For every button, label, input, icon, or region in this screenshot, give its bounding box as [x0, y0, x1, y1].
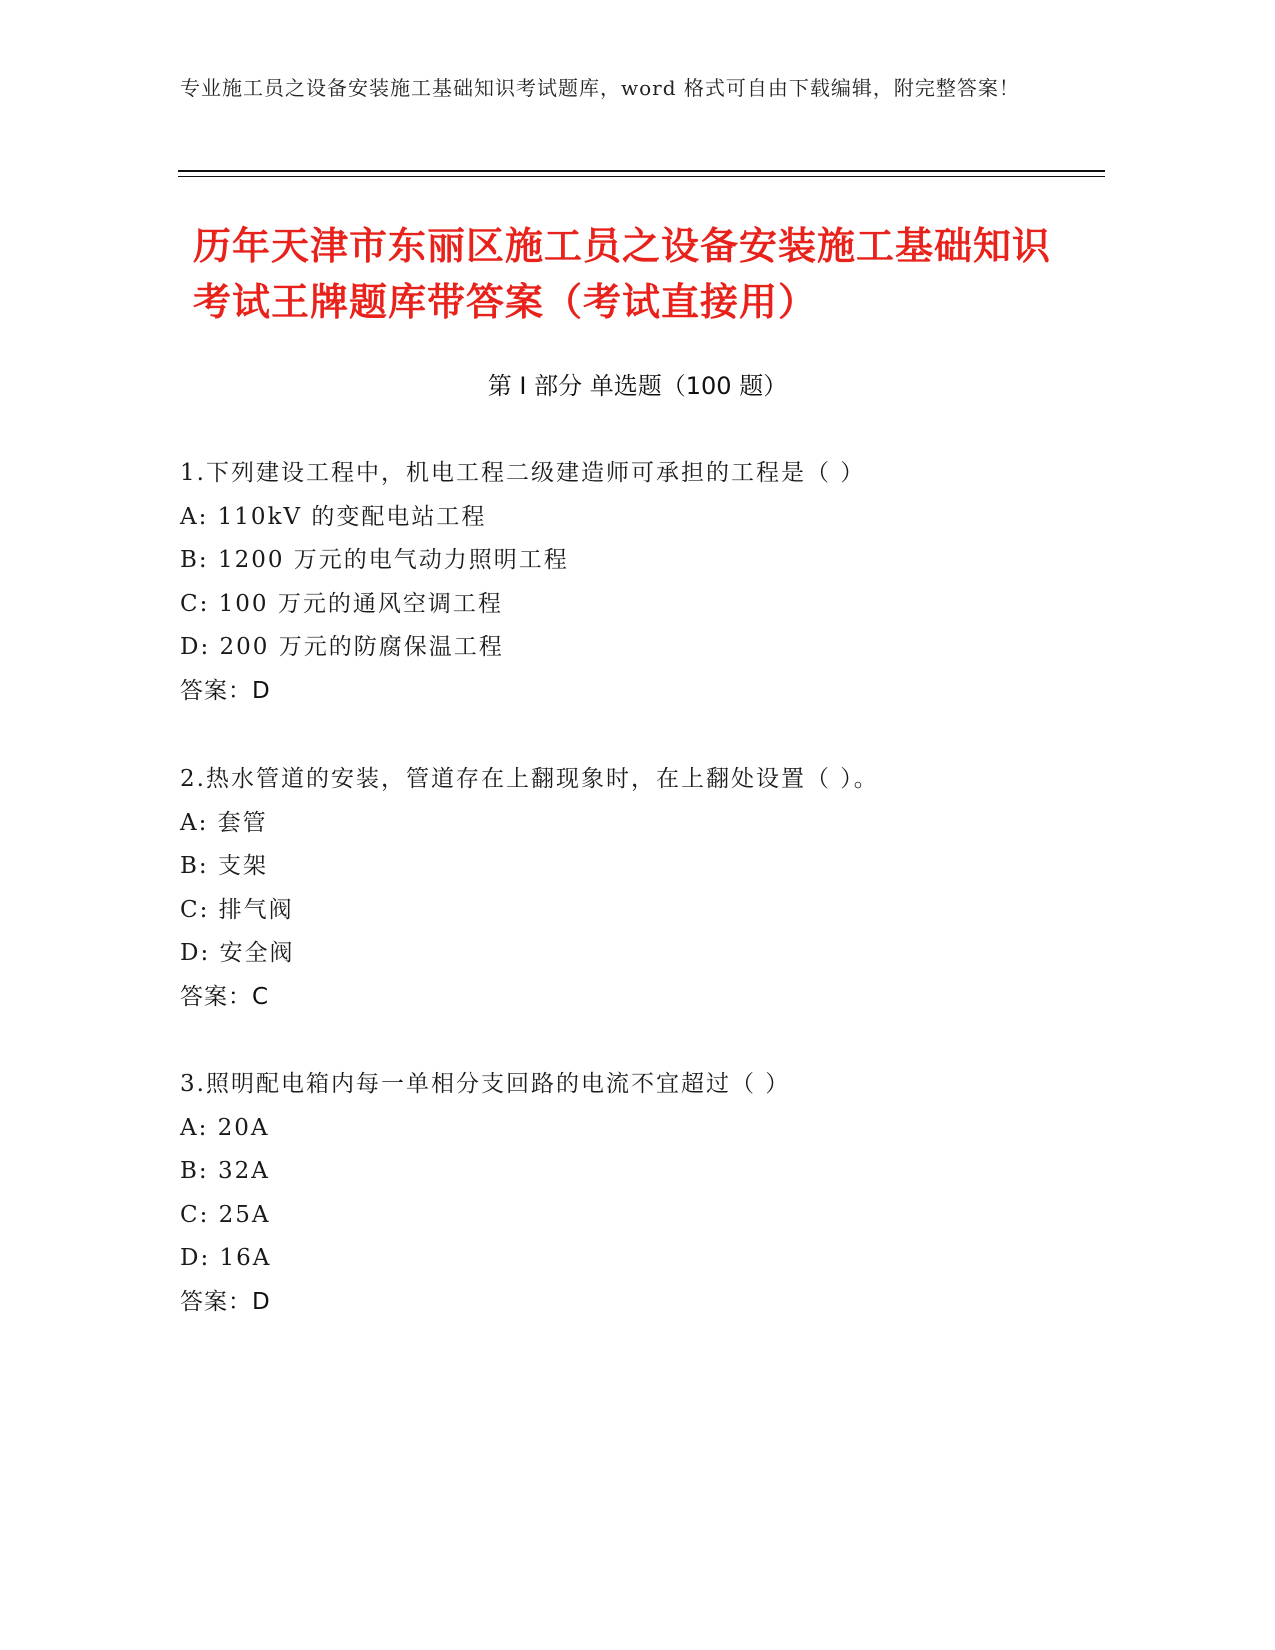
option-c: C: 25A [180, 1201, 271, 1228]
answer: 答案：D [180, 1288, 271, 1315]
question-stem: 2.热水管道的安装，管道存在上翻现象时，在上翻处设置（ ）。 [180, 766, 879, 792]
option-c: C: 排气阀 [180, 896, 294, 923]
option-d: D: 200 万元的防腐保温工程 [180, 634, 504, 661]
question-2 [180, 758, 1080, 1020]
answer: 答案：C [180, 983, 270, 1010]
option-a: A: 20A [180, 1114, 270, 1141]
header-divider-thick [178, 170, 1105, 172]
option-d: D: 16A [180, 1245, 272, 1272]
question-stem: 1.下列建设工程中，机电工程二级建造师可承担的工程是（ ） [180, 460, 866, 486]
option-d: D: 安全阀 [180, 940, 295, 967]
option-b: B: 支架 [180, 853, 268, 880]
option-a: A: 套管 [180, 809, 268, 836]
option-a: A: 110kV 的变配电站工程 [180, 503, 487, 530]
question-stem: 3.照明配电箱内每一单相分支回路的电流不宜超过（ ） [180, 1071, 791, 1097]
answer: 答案：D [180, 677, 271, 704]
option-c: C: 100 万元的通风空调工程 [180, 590, 503, 617]
question-3 [180, 1063, 1080, 1325]
header-divider-thin [178, 176, 1105, 177]
document-title: 历年天津市东丽区施工员之设备安装施工基础知识考试王牌题库带答案（考试直接用） [193, 224, 1052, 324]
option-b: B: 1200 万元的电气动力照明工程 [180, 547, 569, 574]
section-heading: 第 I 部分 单选题（100 题） [487, 372, 788, 400]
header-note: 专业施工员之设备安装施工基础知识考试题库，word 格式可自由下载编辑，附完整答案！ [180, 76, 1020, 100]
option-b: B: 32A [180, 1158, 270, 1185]
question-1 [180, 452, 1080, 714]
